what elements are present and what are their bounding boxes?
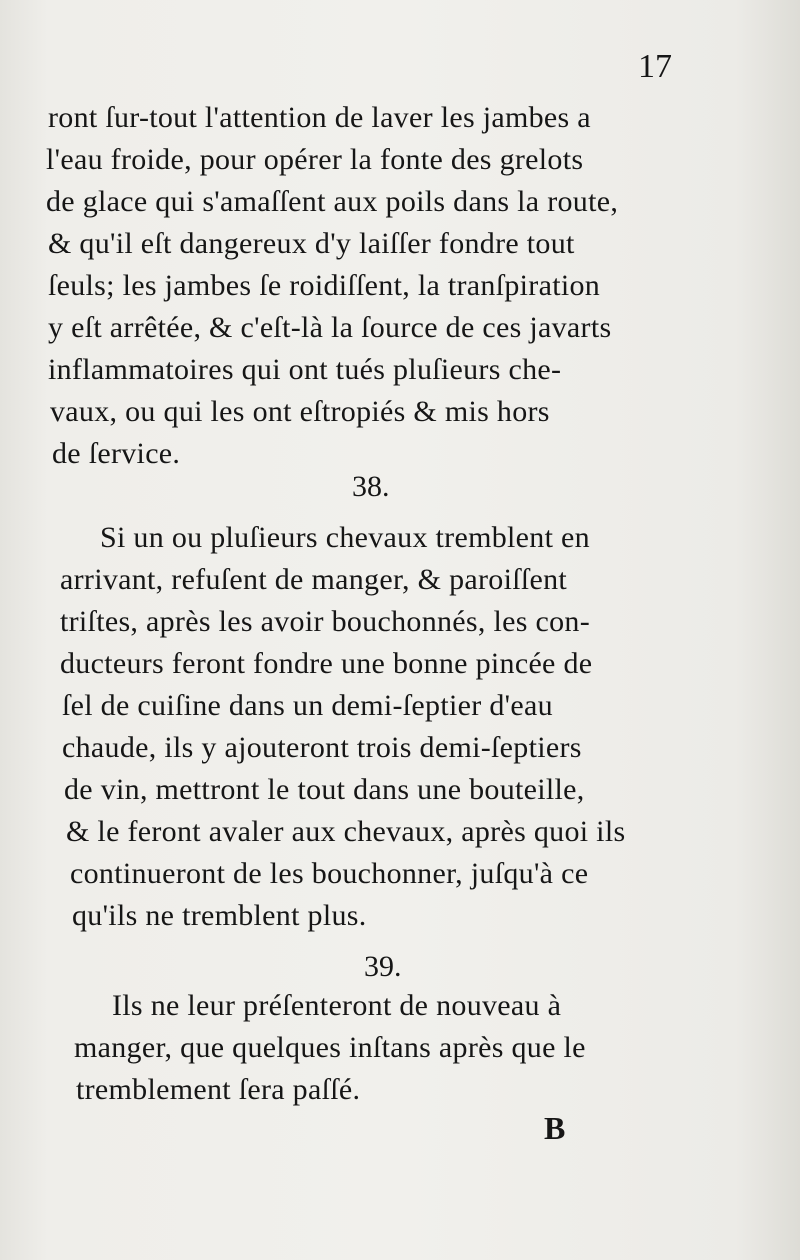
page-number: 17 [638,48,672,85]
text-line: l'eau froide, pour opérer la fonte des grelots [46,143,584,176]
text-line: continueront de les bouchonner, juſqu'à ce [70,857,589,890]
text-line: arrivant, refuſent de manger, & paroiſſent [60,563,568,596]
text-line: Si un ou pluſieurs chevaux tremblent en [100,521,590,554]
text-line: qu'ils ne tremblent plus. [72,899,367,932]
text-line: Ils ne leur préſenteront de nouveau à [112,989,562,1022]
text-line: tremblement ſera paſſé. [76,1073,361,1106]
text-line: de vin, mettront le tout dans une bouteille, [64,773,585,806]
text-line: triſtes, après les avoir bouchonnés, les con- [60,605,591,638]
text-line: manger, que quelques inſtans après que le [74,1031,586,1064]
signature-mark: B [544,1110,566,1146]
text-line: ducteurs feront fondre une bonne pincée de [60,647,593,680]
section-number-38: 38. [352,470,390,503]
text-line: de ſervice. [52,437,181,470]
text-line: inflammatoires qui ont tués pluſieurs che- [48,353,562,386]
text-line: chaude, ils y ajouteront trois demi-ſeptiers [62,731,582,764]
text-line: ſel de cuiſine dans un demi-ſeptier d'eau [62,689,553,722]
text-line: & qu'il eſt dangereux d'y laiſſer fondre tout [48,227,575,260]
text-line: y eſt arrêtée, & c'eſt-là la ſource de ces javarts [48,311,612,344]
text-line: ſeuls; les jambes ſe roidiſſent, la tranſpiration [48,269,601,302]
text-line: ront ſur-tout l'attention de laver les jambes a [48,101,591,134]
text-line: de glace qui s'amaſſent aux poils dans la route, [46,185,619,218]
text-line: vaux, ou qui les ont eſtropiés & mis hors [50,395,550,428]
section-number-39: 39. [364,950,402,983]
text-line: & le feront avaler aux chevaux, après quoi ils [66,815,626,848]
